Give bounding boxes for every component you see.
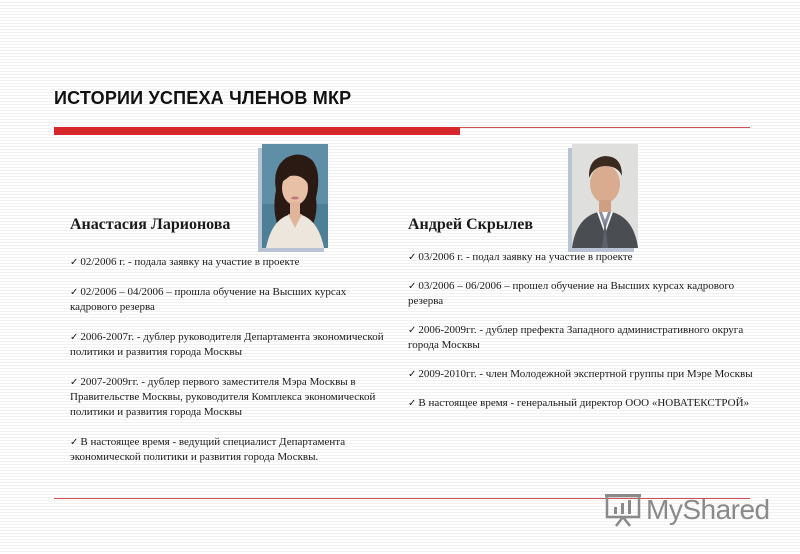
list-item (408, 279, 758, 309)
success-story-skrylev (408, 215, 758, 425)
list-item (70, 330, 390, 360)
title-divider-accent (54, 127, 460, 135)
checkmark-icon: ✓ (70, 257, 79, 268)
list-item (408, 367, 758, 382)
career-item-text: 2009-2010гг. - член Молодежной экспертной группы при Мэре Москвы (418, 368, 753, 380)
checkmark-icon: ✓ (408, 369, 417, 380)
list-item (70, 255, 390, 270)
watermark-logo[interactable] (604, 490, 774, 530)
career-item-text: В настоящее время - генеральный директор ООО «НОВАТЕКСТРОЙ» (418, 397, 750, 409)
career-item-text: 2006-2009гг. - дублер префекта Западного административного округа города Москвы (408, 324, 744, 351)
list-item (70, 285, 390, 315)
person-name: Андрей Скрылев (408, 216, 533, 233)
career-item-text: В настоящее время - ведущий специалист Департамента экономической политики и развития города Москвы. (70, 436, 346, 463)
career-item-text: 2006-2007г. - дублер руководителя Департамента экономической политики и развития города Москвы (70, 331, 384, 358)
checkmark-icon: ✓ (408, 281, 417, 292)
checkmark-icon: ✓ (408, 252, 417, 263)
list-item (70, 375, 390, 420)
success-story-larionova (70, 215, 390, 480)
career-list (408, 250, 758, 411)
watermark-text: MyShared (646, 494, 770, 525)
list-item (408, 323, 758, 353)
presentation-board-icon (604, 493, 642, 527)
list-item (408, 250, 758, 265)
checkmark-icon: ✓ (70, 332, 79, 343)
slide-title: ИСТОРИИ УСПЕХА ЧЛЕНОВ МКР (54, 88, 352, 108)
career-item-text: 03/2006 – 06/2006 – прошел обучение на Высших курсах кадрового резерва (408, 280, 735, 307)
career-item-text: 2007-2009гг. - дублер первого заместителя Мэра Москвы в Правительстве Москвы, руководителя Комплекса экономической политики и развития города Москвы (70, 376, 376, 418)
list-item (70, 435, 390, 465)
checkmark-icon: ✓ (70, 377, 79, 388)
career-list (70, 255, 390, 465)
checkmark-icon: ✓ (408, 398, 417, 409)
list-item (408, 396, 758, 411)
career-item-text: 03/2006 г. - подал заявку на участие в проекте (418, 251, 633, 263)
career-item-text: 02/2006 г. - подала заявку на участие в проекте (80, 256, 300, 268)
checkmark-icon: ✓ (408, 325, 417, 336)
career-item-text: 02/2006 – 04/2006 – прошла обучение на Высших курсах кадрового резерва (70, 286, 347, 313)
checkmark-icon: ✓ (70, 287, 79, 298)
checkmark-icon: ✓ (70, 437, 79, 448)
person-name: Анастасия Ларионова (70, 216, 231, 233)
